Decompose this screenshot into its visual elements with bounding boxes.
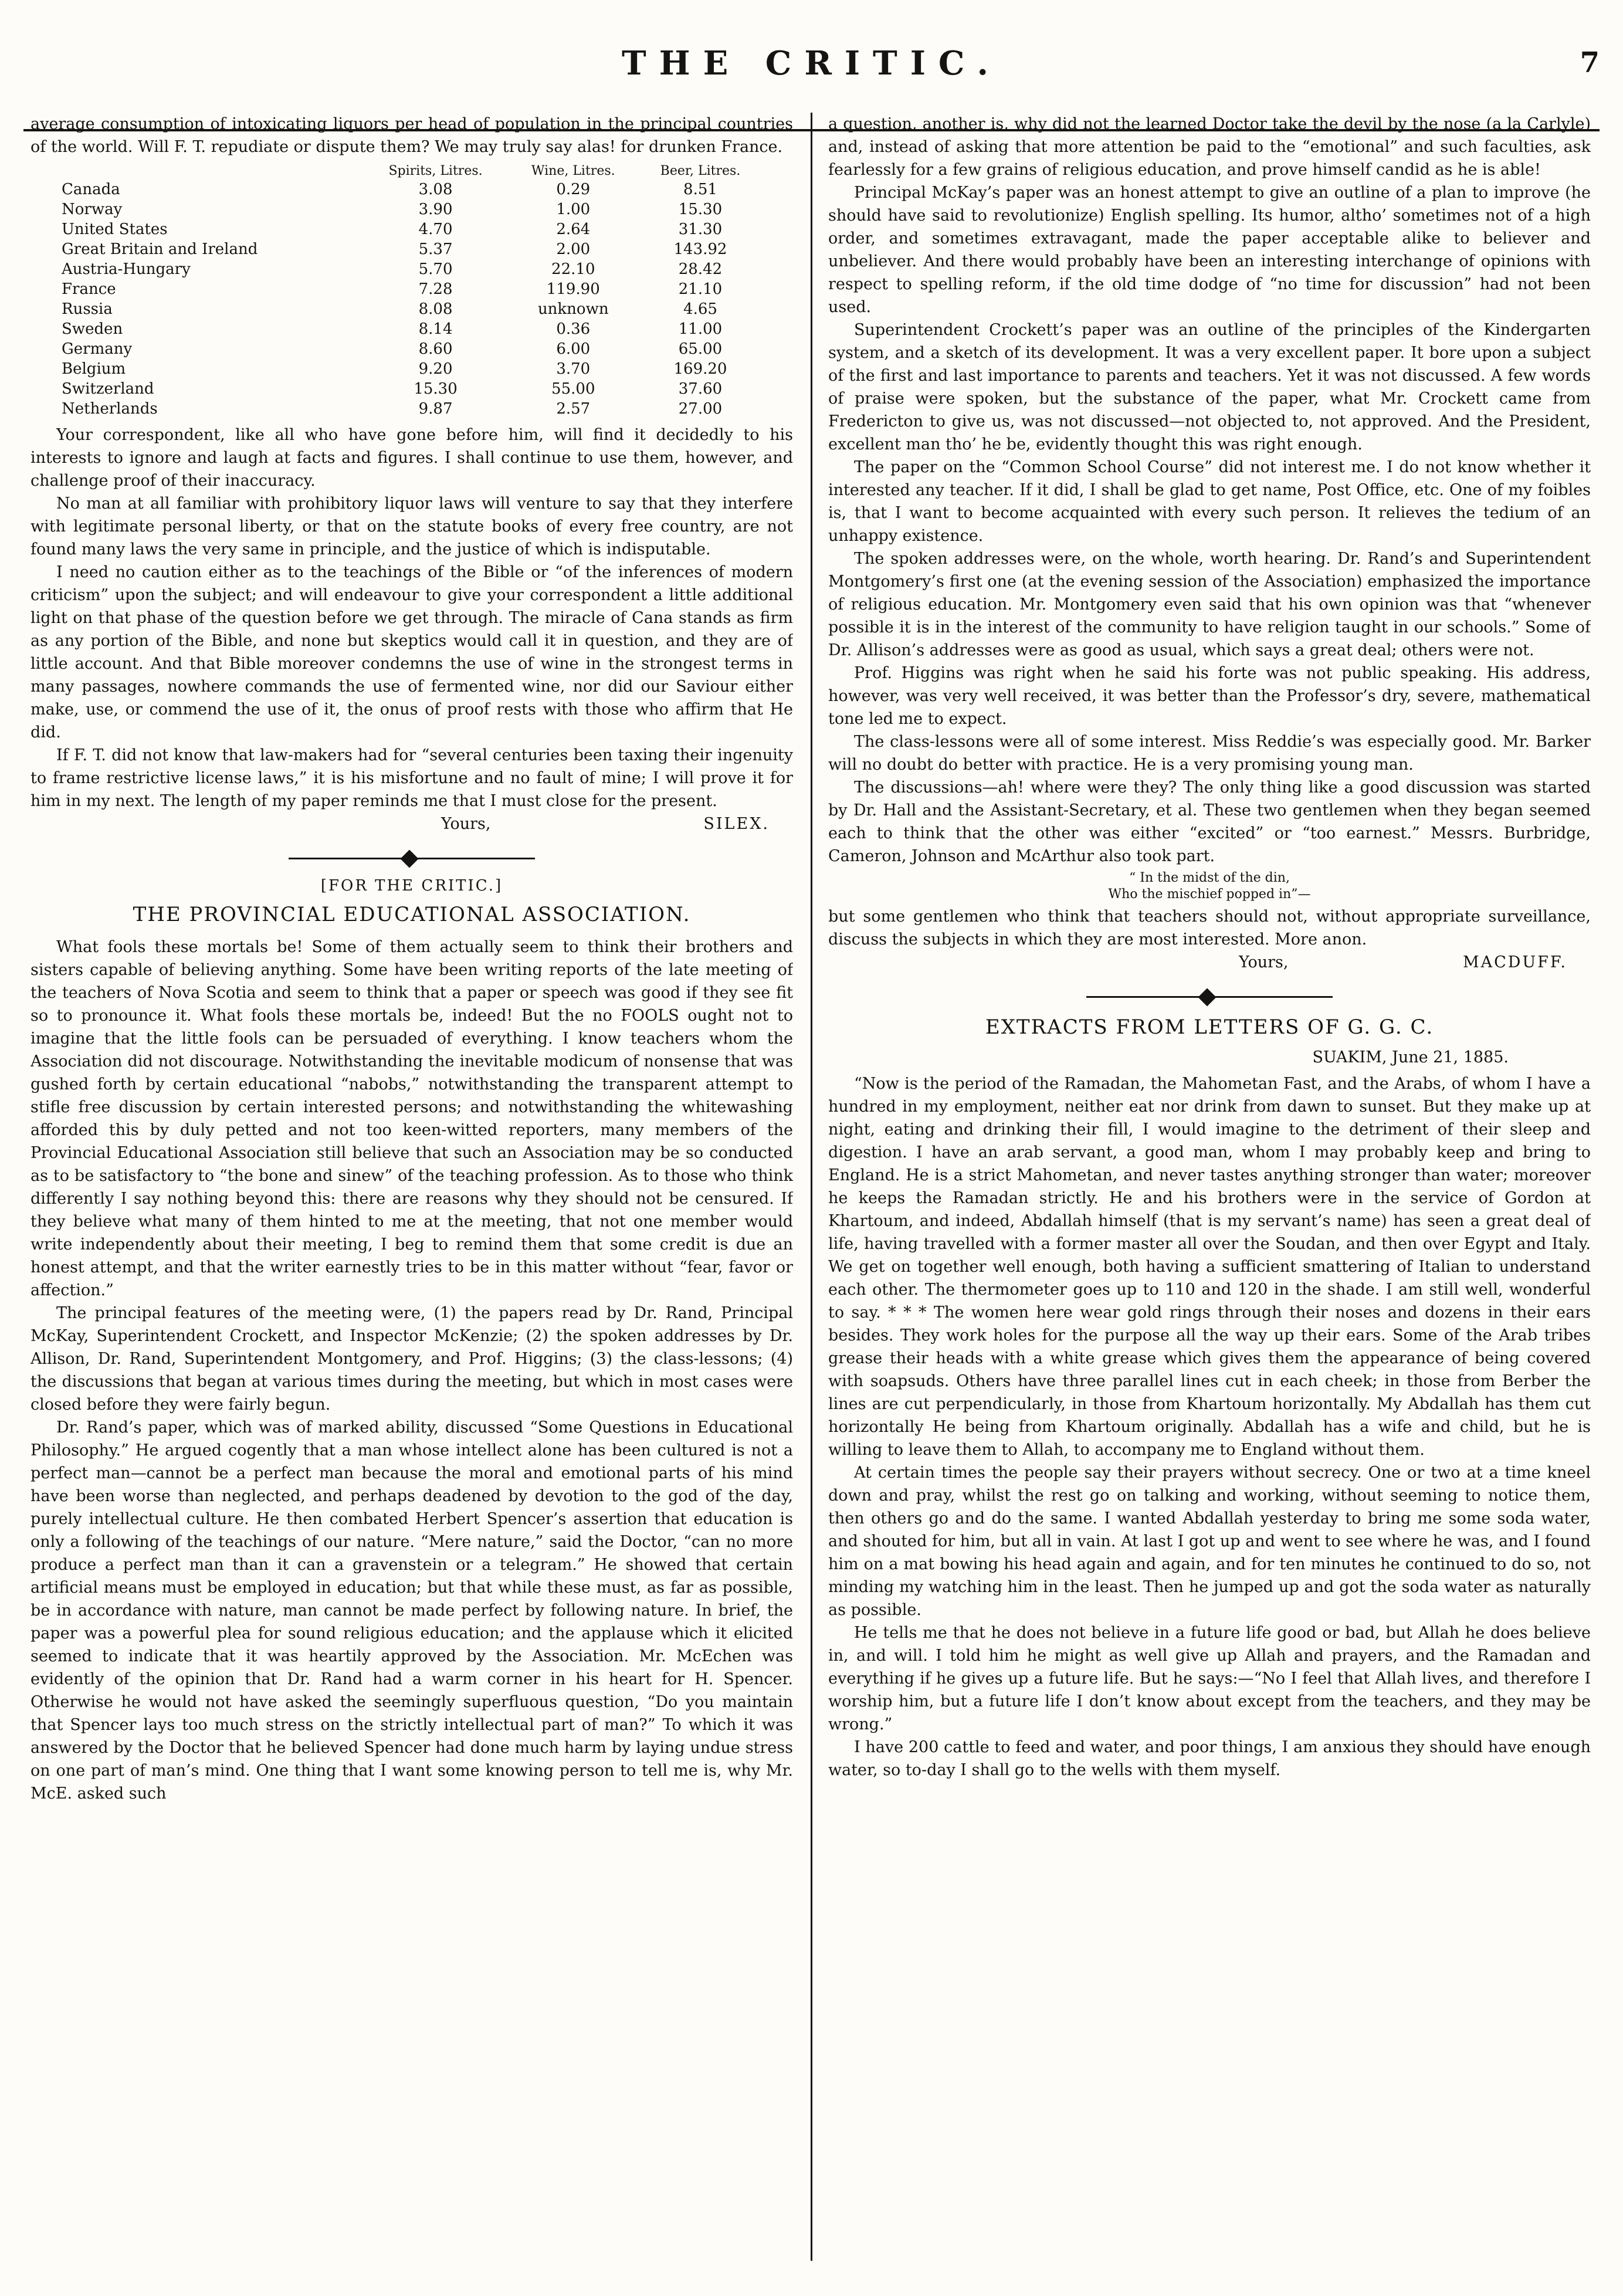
column-divider [811, 113, 812, 2261]
quote-line: Who the mischief popped in”— [1108, 887, 1311, 902]
table-row: Russia 8.08 unknown 4.65 [62, 300, 717, 318]
table-row: Germany 8.60 6.00 65.00 [62, 340, 723, 358]
table-row: Switzerland 15.30 55.00 37.60 [62, 380, 723, 398]
letter-signoff [31, 812, 793, 838]
letter-paragraph: No man at all familiar with prohibitory liquor laws will venture to say that they interfere with legitimate personal liberty, or that on the statute books of every free country, are not found many laws the very same in principle, and the justice of which is indisputable. [31, 495, 793, 558]
letter-paragraph: I have 200 cattle to feed and water, and poor things, I am anxious they should have enough water, so to-day I shall go to the wells with them myself. [828, 1738, 1591, 1779]
signoff-name: SILEX. [703, 815, 770, 833]
page-title: THE CRITIC. [621, 44, 1001, 83]
col-header-wine: Wine, Litres. [531, 164, 615, 178]
letter-paragraph: Your correspondent, like all who have gone before him, will find it decidedly to his interests to ignore and laugh at facts and figures. I shall continue to use them, however, and challenge proof of their inaccuracy. [31, 426, 793, 490]
table-row: Canada 3.08 0.29 8.51 [62, 181, 717, 198]
letter-dateline: SUAKIM, June 21, 1885. [1312, 1048, 1509, 1066]
masthead [0, 32, 1623, 103]
article-headline: EXTRACTS FROM LETTERS OF G. G. C. [985, 1015, 1434, 1039]
article-paragraph: What fools these mortals be! Some of them actually seem to think their brothers and sisters capable of believing anything. Some have been writing reports of the late meeting of the teachers of Nova Scotia and seem to think that a paper or speech was good if they see fit so to pronounce it. What fools these mortals be, indeed! But the no FOOLS ought not to imagine that the little fools can be persuaded of everything. I know teachers whom the Association did not discourage. Notwithstanding the inevitable modicum of nonsense that was gushed forth by certain educational “nabobs,” notwithstanding the transparent attempt to stifle free discussion by certain interested persons; and notwithstanding the whitewashing afforded this by duly petted and not too keen-witted reporters, many members of the Provincial Educational Association still believe that such an Association may be so conducted as to be satisfactory to “the bone and sinew” of the teaching profession. As to those who think differently I say nothing beyond this: there are reasons why they should not be censured. If they believe what many of them hinted to me at the meeting, that not one member would write independently about their meeting, I beg to remind them that some credit is due an honest attempt, and that the writer earnestly tries to be in this matter without “fear, favor or affection.” [31, 938, 793, 1299]
section-ornament [1086, 993, 1333, 1000]
article-paragraph: a question, another is, why did not the learned Doctor take the devil by the nose (a la Carlyle) and, instead of asking that more attention be paid to the “emotional” and such faculties, ask fearlessly for a few grains of religious education, and prove himself candid as he is able! [828, 115, 1591, 179]
verse-quote [828, 870, 1591, 903]
article-paragraph: Prof. Higgins was right when he said his forte was not public speaking. His address, however, was very well received, it was better than the Professor’s dry, severe, mathematical tone led me to expect. [828, 664, 1591, 728]
signoff-yours: Yours, [441, 815, 491, 833]
intro-paragraph: average consumption of intoxicating liquors per head of population in the principal countries of the world. Will F. T. repudiate or dispute them? We may truly say alas! for drunken France. [31, 115, 793, 156]
article-headline: THE PROVINCIAL EDUCATIONAL ASSOCIATION. [133, 903, 691, 926]
article-paragraph: The principal features of the meeting were, (1) the papers read by Dr. Rand, Principal McKay, Superintendent Crockett, and Inspector McKenzie; (2) the spoken addresses by Dr. Allison, Dr. Rand, Superintendent Montgomery, and Prof. Higgins; (3) the class-lessons; (4) the discussions that began at various times during the meeting, but which in most cases were closed before they were fairly begun. [31, 1304, 793, 1414]
article-paragraph: The class-lessons were all of some interest. Miss Reddie’s was especially good. Mr. Barker will no doubt do better with practice. He is a very promising young man. [828, 733, 1591, 774]
col-header-spirits: Spirits, Litres. [388, 164, 483, 178]
article-paragraph: The discussions—ah! where were they? The only thing like a good discussion was started by Dr. Hall and the Assistant-Secretary, et al. These two gentlemen when they began seemed each to think that the other was either “excited” or “too earnest.” Messrs. Burbridge, Cameron, Johnson and McArthur also took part. [828, 778, 1591, 865]
table-row: Austria-Hungary 5.70 22.10 28.42 [62, 260, 723, 278]
right-column [828, 113, 1591, 2284]
left-column [31, 113, 793, 2284]
signoff-yours: Yours, [1239, 953, 1289, 971]
col-header-beer: Beer, Litres. [660, 164, 741, 178]
article-paragraph: The paper on the “Common School Course” did not interest me. I do not know whether it interested any teacher. If it did, I shall be glad to get name, Post Office, etc. One of my foibles is, that I want to become acquainted with every such person. It relieves the tedium of an unhappy existence. [828, 458, 1591, 545]
table-row: Sweden 8.14 0.36 11.00 [62, 320, 723, 338]
article-signoff [828, 951, 1591, 977]
table-row: Netherlands 9.87 2.57 27.00 [62, 400, 723, 418]
table-row: France 7.28 119.90 21.10 [62, 280, 723, 298]
letter-paragraph: At certain times the people say their prayers without secrecy. One or two at a time kneel down and pray, whilst the rest go on talking and working, without seeming to notice them, then others go and do the same. I wanted Abdallah yesterday to bring me some soda water, and shouted for him, but all in vain. At last I got up and went to see where he was, and I found him on a mat bowing his head again and again, and for ten minutes he continued to do so, not minding my watching him in the least. Then he jumped up and got the soda water as naturally as possible. [828, 1464, 1591, 1619]
letter-paragraph: He tells me that he does not believe in a future life good or bad, but Allah he does believe in, and will. I told him he might as well give up Allah and prayers, and the Ramadan and everything if he gives up a future life. But he says:—“No I feel that Allah lives, and therefore I worship him, but a future life I don’t know about except from the teachers, and they may be wrong.” [828, 1624, 1591, 1733]
article-paragraph: The spoken addresses were, on the whole, worth hearing. Dr. Rand’s and Superintendent Montgomery’s first one (at the evening session of the Association) emphasized the importance of religious education. Mr. Montgomery even said that his own opinion was that “whenever possible it is in the interest of the community to have religion taught in our schools.” Some of Dr. Allison’s addresses were as good as usual, which says a great deal; others were not. [828, 550, 1591, 659]
article-paragraph: Principal McKay’s paper was an honest attempt to give an outline of a plan to improve (he should have said to revolutionize) English spelling. Its humor, altho’ sometimes not of a high order, and sometimes extravagant, made the paper acceptable alike to believer and unbeliever. And there would probably have been an interesting interchange of opinions with respect to spelling reform, if the old time dodge of “no time for discussion” had not been used. [828, 184, 1591, 316]
letter-paragraph: If F. T. did not know that law-makers had for “several centuries been taxing their ingenuity to frame restrictive license laws,” it is his misfortune and no fault of mine; I will prove it for him in my next. The length of my paper reminds me that I must close for the present. [31, 746, 793, 810]
letter-paragraph: I need no caution either as to the teachings of the Bible or “of the inferences of modern criticism” upon the subject; and will endeavour to give your correspondent a little additional light on that phase of the question before we get through. The miracle of Cana stands as firm as any portion of the Bible, and none but skeptics would call it in question, and they are of little account. And that Bible moreover condemns the use of wine in the strongest terms in many passages, nowhere commands the use of fermented wine, nor did our Saviour either make, use, or commend the use of it, the onus of proof rests with those who affirm that He did. [31, 563, 793, 741]
table-row: Great Britain and Ireland 5.37 2.00 143.92 [62, 241, 727, 258]
article-paragraph: but some gentlemen who think that teachers should not, without appropriate surveillance, discuss the subjects in which they are most interested. More anon. [828, 907, 1591, 949]
signoff-name: MACDUFF. [1462, 953, 1567, 971]
table-header-row [61, 163, 763, 180]
article-paragraph: Superintendent Crockett’s paper was an outline of the principles of the Kindergarten system, and a sketch of its development. It was a very excellent paper. It bore upon a subject of the first and last importance to parents and teachers. Yet it was not discussed. A few words of praise were spoken, but the substance of the paper, what Mr. Crockett came from Fredericton to give us, was not discussed—not objected to, not approved. And the President, excellent man tho’ he be, evidently thought this was right enough. [828, 321, 1591, 453]
quote-line: “ In the midst of the din, [1129, 871, 1290, 885]
letter-paragraph: “Now is the period of the Ramadan, the Mahometan Fast, and the Arabs, of whom I have a hundred in my employment, neither eat nor drink from dawn to sunset. But they make up at night, eating and drinking their fill, I would imagine to the detriment of their sleep and digestion. I have an arab servant, a good man, whom I may probably keep and bring to England. He is a strict Mahometan, and never tastes anything stronger than water; moreover he keeps the Ramadan strictly. He and his brothers were in the service of Gordon at Khartoum, and indeed, Abdallah himself (that is my servant’s name) has seen a great deal of life, having travelled with a former master all over the Soudan, and then over Egypt and Italy. We get on together well enough, both having a sufficient smattering of Italian to understand each other. The thermometer goes up to 110 and 120 in the shade. I am still well, wonderful to say. * * * The women here wear gold rings through their noses and dozens in their ears besides. They work holes for the purpose all the way up their ears. Some of the Arab tribes grease their heads with a white grease which gives them the appearance of being covered with soapsuds. Others have three parallel lines cut in each cheek; in those from Berber the lines are cut perpendicularly, in those from Khartoum horizontally. My Abdallah has them cut horizontally He being from Khartoum originally. Abdallah has a wife and child, but he is willing to leave them to Allah, to accompany me to England without them. [828, 1075, 1591, 1459]
table-row: Norway 3.90 1.00 15.30 [62, 201, 723, 218]
article-paragraph: Dr. Rand’s paper, which was of marked ability, discussed “Some Questions in Educational Philosophy.” He argued cogently that a man whose intellect alone has been cultured is not a perfect man—cannot be a perfect man because the moral and emotional parts of his mind have been worse than neglected, and perhaps deadened by devotion to the god of the day, purely intellectual culture. He then combated Herbert Spencer’s assertion that education is only a following of the teachings of our nature. “Mere nature,” said the Doctor, “can no more produce a perfect man than it can a gravenstein or a telegram.” He showed that certain artificial means must be employed in education; but that while these must, as far as possible, be in accordance with nature, man cannot be made perfect by following nature. In brief, the paper was a powerful plea for sound religious education; and the applause which it elicited seemed to indicate that it was heartily approved by the Association. Mr. McEchen was evidently of the opinion that Dr. Rand had a warm corner in his heart for H. Spencer. Otherwise he would not have asked the seemingly superfluous question, “Do you maintain that Spencer lays too much stress on the strictly intellectual part of man?” To which it was answered by the Doctor that he believed Spencer had done much harm by laying undue stress on one part of man’s mind. One thing that I want some knowing person to tell me is, why Mr. McE. asked such [31, 1418, 793, 1803]
section-ornament [289, 855, 535, 862]
table-row: Belgium 9.20 3.70 169.20 [62, 360, 727, 378]
page-number: 7 [1580, 46, 1600, 79]
liquor-table [61, 163, 763, 419]
article-kicker: [FOR THE CRITIC.] [320, 877, 503, 895]
table-row: United States 4.70 2.64 31.30 [62, 221, 723, 238]
